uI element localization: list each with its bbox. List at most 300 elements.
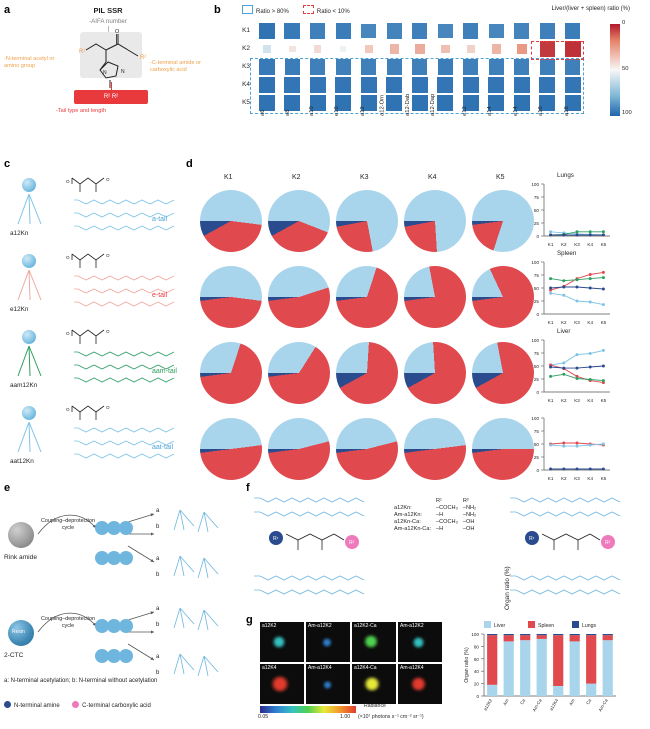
heatmap-row-label-K3: K3	[242, 63, 250, 70]
svg-text:Am: Am	[568, 698, 576, 707]
heatmap-cell[interactable]	[433, 58, 459, 76]
svg-text:a12K2: a12K2	[482, 698, 494, 712]
heatmap-cell[interactable]	[433, 76, 459, 94]
heatmap-cell[interactable]	[535, 40, 561, 58]
heatmap-cell[interactable]	[560, 76, 586, 94]
svg-text:50: 50	[533, 286, 539, 291]
ivis-image-Am-a12K2[interactable]	[306, 622, 350, 662]
pie-chart[interactable]	[404, 418, 466, 480]
heatmap-cell[interactable]	[356, 22, 382, 40]
scale-units: (×10⁷ photons s⁻¹ cm⁻² sr⁻¹)	[358, 714, 424, 720]
line-chart-plot	[522, 260, 614, 328]
svg-text:K3: K3	[574, 242, 580, 247]
heatmap-square	[310, 77, 326, 93]
heatmap-square	[412, 23, 427, 38]
cycle-label: Coupling–deprotection cycle	[41, 616, 95, 629]
heatmap-col-label: a12-Dap	[430, 93, 437, 116]
panel-b-legend	[242, 5, 350, 15]
pie-chart[interactable]	[336, 190, 398, 252]
svg-text:60: 60	[473, 656, 479, 662]
panel-g-letter: g	[246, 614, 253, 626]
heatmap-cell[interactable]	[484, 76, 510, 94]
panel-a	[4, 4, 212, 154]
heatmap-cell[interactable]	[509, 58, 535, 76]
panel-d-y-axis-label: Organ ratio (%)	[504, 566, 511, 610]
pink-dot-icon	[72, 701, 79, 708]
svg-text:R²: R²	[349, 540, 355, 546]
svg-text:a: a	[156, 606, 160, 612]
heatmap-cell[interactable]	[458, 58, 484, 76]
svg-text:25: 25	[533, 221, 539, 226]
lipid-name-label: a12Kn	[10, 230, 29, 237]
pie-col-header-K4: K4	[428, 174, 437, 181]
panel-f-substituent-table	[394, 498, 481, 533]
svg-text:R¹: R¹	[79, 49, 86, 55]
route-arrows	[4, 504, 244, 596]
image-caption: a12K2	[262, 623, 277, 629]
svg-text:25: 25	[533, 455, 539, 460]
heatmap-square	[441, 45, 450, 54]
svg-text:K1: K1	[547, 398, 554, 403]
panel-f-letter: f	[246, 482, 250, 494]
resin-bead-label: Resin	[12, 629, 25, 635]
pie-col-header-K5: K5	[496, 174, 505, 181]
heatmap-cell[interactable]	[458, 22, 484, 40]
image-caption: a12K4-Ca	[354, 665, 377, 671]
legend-item-high	[242, 5, 289, 15]
svg-text:Liver: Liver	[494, 623, 506, 629]
svg-text:Am: Am	[502, 698, 510, 707]
heatmap-square	[463, 23, 478, 38]
legend-label-n-amine: N-terminal amine	[14, 703, 60, 709]
heatmap-square	[412, 59, 427, 74]
heatmap-cell[interactable]	[305, 58, 331, 76]
heatmap-col-label: a12-Dab	[404, 93, 411, 116]
heatmap-cell[interactable]	[331, 40, 357, 58]
heatmap-col-label: a12	[359, 106, 366, 116]
heatmap-square	[463, 59, 478, 74]
heatmap-cell[interactable]	[407, 76, 433, 94]
table-cell: –NH₂	[462, 512, 477, 518]
table-header-cell	[394, 498, 436, 505]
pie-row-label-e-tail: e-tail	[152, 292, 168, 299]
lipid-structure-diagram	[504, 490, 644, 602]
heatmap-cell[interactable]	[407, 40, 433, 58]
heatmap-cell[interactable]	[484, 58, 510, 76]
heatmap-square	[340, 46, 346, 52]
panel-a-subtitle: -AIFA number	[89, 18, 127, 25]
table-row	[394, 526, 481, 533]
svg-text:O: O	[106, 329, 110, 334]
organ-ratio-bar-plot	[460, 620, 648, 724]
legend-label-high: Ratio > 80%	[256, 9, 289, 15]
chemical-structure-a12Kn	[64, 174, 182, 238]
headgroup-icon	[22, 406, 36, 420]
heatmap-square	[285, 59, 300, 74]
svg-text:K5: K5	[600, 476, 607, 481]
panel-b	[214, 4, 646, 154]
heatmap-square	[361, 77, 377, 93]
pie-chart[interactable]	[336, 266, 398, 328]
table-cell: –NH₂	[462, 505, 477, 511]
pie-chart[interactable]	[268, 342, 330, 404]
heatmap-cell[interactable]	[280, 76, 306, 94]
heatmap-cell[interactable]	[560, 58, 586, 76]
svg-text:O: O	[66, 407, 70, 412]
svg-text:50: 50	[533, 208, 539, 213]
tail-box: R² R²	[74, 90, 148, 104]
svg-text:b: b	[156, 622, 160, 628]
heatmap-square	[361, 24, 376, 39]
heatmap-col-label: a12-Orn	[379, 94, 386, 116]
heatmap-square	[361, 59, 376, 74]
image-caption: Am-a12K4	[400, 665, 424, 671]
colorbar-tick-50: 50	[622, 66, 629, 72]
svg-text:Am-Ca: Am-Ca	[597, 698, 609, 713]
svg-text:R²: R²	[605, 540, 611, 546]
pie-chart[interactable]	[336, 342, 398, 404]
heatmap-cell[interactable]	[535, 58, 561, 76]
svg-text:R¹: R¹	[529, 536, 535, 542]
svg-text:Ca: Ca	[585, 698, 593, 706]
heatmap-cell[interactable]	[331, 22, 357, 40]
headgroup-icon	[22, 178, 36, 192]
heatmap	[232, 22, 586, 146]
heatmap-square	[390, 44, 399, 53]
red-dashed-box-icon	[303, 5, 314, 14]
lipid-item-aam12Kn	[8, 324, 184, 396]
line-chart-title: Spleen	[557, 250, 577, 257]
line-chart-title: Liver	[557, 328, 571, 335]
heatmap-col-label: a10	[308, 106, 315, 116]
heatmap-square	[412, 95, 428, 111]
svg-text:75: 75	[533, 351, 539, 356]
svg-text:a: a	[156, 654, 160, 660]
heatmap-cell[interactable]	[331, 76, 357, 94]
line-chart-Liver	[522, 328, 618, 412]
pie-col-header-K2: K2	[292, 174, 301, 181]
ivis-image-Am-a12K4[interactable]	[306, 664, 350, 704]
line-chart-Spleen	[522, 250, 618, 334]
table-cell: –OH	[462, 526, 475, 532]
panel-a-title: PIL SSR	[93, 6, 123, 15]
pie-chart[interactable]	[404, 190, 466, 252]
headgroup-icon	[22, 330, 36, 344]
svg-text:100: 100	[531, 182, 539, 187]
image-caption: a12K4	[262, 665, 277, 671]
heatmap-cell[interactable]	[407, 22, 433, 40]
heatmap-square	[489, 59, 504, 74]
heatmap-row-label-K5: K5	[242, 99, 250, 106]
ivis-image-a12K2-Ca[interactable]	[352, 622, 396, 662]
panel-e-footnote: a: N-terminal acetylation; b: N-terminal without acetylation	[4, 678, 158, 684]
heatmap-cell[interactable]	[484, 22, 510, 40]
svg-text:O: O	[66, 179, 70, 184]
svg-text:100: 100	[531, 260, 539, 265]
svg-text:O: O	[66, 255, 70, 260]
pie-chart[interactable]	[268, 266, 330, 328]
table-header-cell: R¹	[436, 498, 442, 504]
svg-text:R¹: R¹	[273, 536, 279, 542]
pie-chart[interactable]	[200, 342, 262, 404]
heatmap-cell[interactable]	[356, 76, 382, 94]
heatmap-square	[386, 77, 402, 93]
svg-text:25: 25	[533, 299, 539, 304]
core-structure-sketch	[66, 28, 158, 94]
schematic-tails-icon	[8, 268, 52, 304]
heatmap-cell[interactable]	[356, 58, 382, 76]
svg-text:0: 0	[476, 694, 479, 699]
heatmap-cell[interactable]	[331, 58, 357, 76]
heatmap-square	[539, 77, 555, 93]
chemical-structure-aam12Kn	[64, 326, 182, 390]
heatmap-cell[interactable]	[535, 22, 561, 40]
heatmap-cell[interactable]	[254, 58, 280, 76]
svg-text:a: a	[156, 556, 160, 562]
heatmap-square	[514, 23, 529, 38]
svg-text:K5: K5	[600, 320, 607, 325]
heatmap-cell[interactable]	[305, 40, 331, 58]
heatmap-col-label: a18	[563, 106, 570, 116]
heatmap-cell[interactable]	[433, 22, 459, 40]
svg-text:K3: K3	[574, 398, 580, 403]
heatmap-square	[259, 77, 275, 93]
heatmap-square	[489, 24, 504, 39]
svg-text:75: 75	[533, 195, 539, 200]
heatmap-square	[336, 59, 351, 74]
heatmap-square	[310, 23, 325, 38]
heatmap-square	[365, 45, 373, 53]
heatmap-square	[514, 59, 529, 74]
legend-item-n-amine	[4, 703, 60, 709]
scale-tick-max: 1.00	[340, 714, 351, 720]
heatmap-cell[interactable]	[382, 40, 408, 58]
heatmap-cell[interactable]	[560, 40, 586, 58]
svg-text:O: O	[106, 177, 110, 182]
heatmap-square	[415, 44, 425, 54]
heatmap-square	[467, 45, 475, 53]
heatmap-cell[interactable]	[458, 76, 484, 94]
heatmap-square	[259, 23, 275, 39]
signal-blob	[412, 637, 425, 648]
annotation-tail: -Tail type and length	[56, 108, 107, 114]
heatmap-col-label: a8	[285, 109, 292, 116]
panel-a-letter: a	[4, 4, 11, 16]
svg-text:K5: K5	[600, 242, 607, 247]
heatmap-square	[336, 23, 351, 38]
ivis-image-a12K4[interactable]	[260, 664, 304, 704]
svg-text:b: b	[156, 524, 160, 530]
heatmap-square	[259, 59, 275, 75]
svg-text:100: 100	[531, 416, 539, 421]
heatmap-col-label: a16	[538, 106, 545, 116]
heatmap-square	[438, 59, 453, 74]
heatmap-cell[interactable]	[254, 76, 280, 94]
schematic-tails-icon	[8, 192, 52, 228]
heatmap-cell[interactable]	[280, 58, 306, 76]
heatmap-square	[387, 23, 402, 38]
heatmap-cell[interactable]	[560, 22, 586, 40]
pie-chart[interactable]	[200, 266, 262, 328]
pie-chart[interactable]	[404, 266, 466, 328]
heatmap-cell[interactable]	[535, 76, 561, 94]
line-chart-plot	[522, 182, 614, 250]
table-cell: –OH	[462, 519, 475, 525]
table-cell: a12Kn-Ca:	[394, 519, 421, 525]
pie-chart[interactable]	[268, 190, 330, 252]
table-row	[394, 505, 481, 512]
table-cell: Am-a12Kn-Ca:	[394, 526, 431, 532]
svg-text:K2: K2	[560, 320, 567, 325]
pie-chart[interactable]	[268, 418, 330, 480]
pie-row-label-aat-tail: aat-tail	[152, 444, 174, 451]
ivis-image-a12K2[interactable]	[260, 622, 304, 662]
panel-b-letter: b	[214, 4, 221, 16]
table-cell: –H	[436, 526, 444, 532]
heatmap-square	[335, 77, 351, 93]
svg-text:K2: K2	[560, 398, 567, 403]
svg-text:Spleen: Spleen	[538, 623, 555, 629]
heatmap-cell[interactable]	[280, 40, 306, 58]
heatmap-row	[232, 76, 586, 94]
heatmap-square	[492, 44, 501, 53]
legend-item-low	[303, 5, 350, 15]
lipid-name-label: e12Kn	[10, 306, 29, 313]
colorbar-title: Liver/(liver + spleen) ratio (%)	[551, 6, 630, 12]
signal-blob	[272, 636, 286, 648]
line-chart-plot	[522, 416, 614, 484]
image-caption: Am-a12K4	[308, 665, 332, 671]
legend-label-low: Ratio < 10%	[316, 9, 350, 15]
heatmap-cell[interactable]	[509, 22, 535, 40]
svg-text:75: 75	[533, 429, 539, 434]
svg-text:Am-Ca: Am-Ca	[531, 698, 543, 713]
schematic-tails-icon	[8, 420, 52, 456]
heatmap-cell[interactable]	[305, 22, 331, 40]
svg-text:Ca: Ca	[519, 698, 527, 706]
heatmap-square	[284, 77, 300, 93]
heatmap-cell[interactable]	[407, 58, 433, 76]
svg-text:50: 50	[533, 364, 539, 369]
svg-text:0: 0	[536, 390, 539, 395]
pie-col-header-K3: K3	[360, 174, 369, 181]
resin-label: 2-CTC	[4, 652, 24, 659]
svg-text:b: b	[156, 670, 160, 676]
svg-text:80: 80	[473, 644, 479, 650]
table-header-cell: R²	[462, 498, 469, 504]
heatmap-cell[interactable]	[254, 94, 280, 112]
heatmap-square	[437, 95, 453, 111]
heatmap-cell[interactable]	[280, 94, 306, 112]
ivis-image-a12K4-Ca[interactable]	[352, 664, 396, 704]
heatmap-cell[interactable]	[484, 40, 510, 58]
heatmap-square	[437, 77, 453, 93]
heatmap-cell[interactable]	[382, 22, 408, 40]
heatmap-cell[interactable]	[254, 40, 280, 58]
heatmap-cell[interactable]	[433, 40, 459, 58]
table-cell: –COCH₃	[436, 505, 458, 511]
heatmap-col-label: a6	[259, 109, 266, 116]
svg-text:a12K4: a12K4	[548, 698, 560, 712]
heatmap-row	[232, 58, 586, 76]
heatmap-cell[interactable]	[280, 22, 306, 40]
heatmap-square	[387, 59, 402, 74]
blue-box-icon	[242, 5, 253, 14]
panel-c	[4, 158, 184, 478]
svg-text:Lungs: Lungs	[582, 623, 597, 629]
svg-text:K4: K4	[587, 242, 594, 247]
pie-chart[interactable]	[200, 190, 262, 252]
svg-text:b: b	[156, 572, 160, 578]
ivis-image-Am-a12K2[interactable]	[398, 622, 442, 662]
signal-blob	[323, 681, 332, 689]
table-cell: –COCH₃	[436, 519, 458, 525]
colorbar	[610, 24, 620, 116]
line-chart-Lungs	[522, 172, 618, 256]
svg-text:K4: K4	[587, 476, 594, 481]
panel-d-letter: d	[186, 158, 193, 170]
panel-g-color-scale	[260, 706, 356, 713]
image-caption: Am-a12K2	[400, 623, 424, 629]
signal-blob	[363, 635, 379, 648]
heatmap-square	[540, 59, 555, 74]
table-row	[394, 512, 481, 519]
annotation-n-terminal: -N-terminal acetyl or amino group	[4, 56, 55, 69]
svg-text:K4: K4	[587, 320, 594, 325]
heatmap-square	[565, 23, 580, 38]
pie-col-header-K1: K1	[224, 174, 233, 181]
colorbar-tick-0: 0	[622, 20, 626, 26]
ivis-image-Am-a12K4[interactable]	[398, 664, 442, 704]
heatmap-cell[interactable]	[509, 76, 535, 94]
heatmap-square	[310, 59, 325, 74]
line-chart-plot	[522, 338, 614, 406]
heatmap-cell[interactable]	[509, 40, 535, 58]
line-chart-panel-3	[522, 416, 618, 490]
signal-blob	[363, 677, 381, 691]
panel-e-letter: e	[4, 482, 11, 494]
panel-g	[246, 614, 650, 726]
pie-chart[interactable]	[200, 418, 262, 480]
heatmap-column-labels	[250, 93, 586, 146]
pie-chart[interactable]	[336, 418, 398, 480]
pie-chart[interactable]	[404, 342, 466, 404]
heatmap-cell[interactable]	[305, 76, 331, 94]
svg-text:N: N	[103, 70, 107, 76]
leader-line-tail	[111, 82, 112, 90]
lipid-name-label: aat12Kn	[10, 458, 34, 465]
line-chart-title: Lungs	[557, 172, 574, 179]
cycle-label: Coupling–deprotection cycle	[41, 518, 95, 531]
svg-text:K2: K2	[560, 242, 567, 247]
svg-text:Organ ratio (%): Organ ratio (%)	[464, 647, 470, 683]
heatmap-square	[540, 23, 555, 38]
heatmap-cell[interactable]	[382, 58, 408, 76]
heatmap-cell[interactable]	[254, 22, 280, 40]
heatmap-cell[interactable]	[382, 76, 408, 94]
svg-text:K5: K5	[600, 398, 607, 403]
svg-text:50: 50	[533, 442, 539, 447]
heatmap-cell[interactable]	[458, 40, 484, 58]
heatmap-square	[463, 77, 479, 93]
panel-f	[246, 482, 650, 612]
svg-text:K1: K1	[547, 320, 554, 325]
svg-text:K4: K4	[587, 398, 594, 403]
svg-text:100: 100	[531, 338, 539, 343]
heatmap-cell[interactable]	[356, 40, 382, 58]
signal-blob	[410, 677, 427, 691]
heatmap-cell[interactable]	[433, 94, 459, 112]
